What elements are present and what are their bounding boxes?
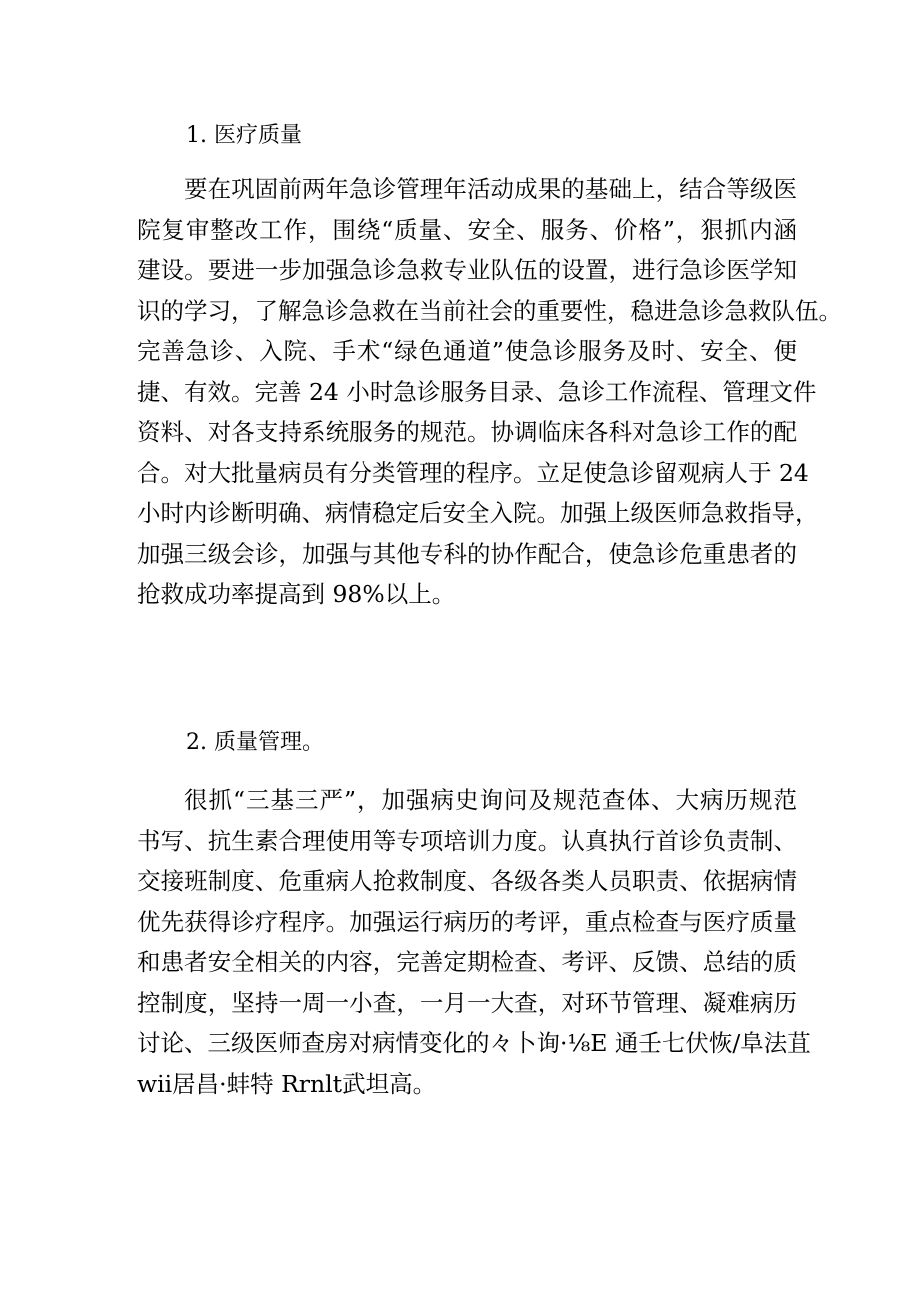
paragraph-line: 建设。要进一步加强急诊急救专业队伍的设置，进行急诊医学知 xyxy=(137,256,797,284)
section-2-heading: 2. 质量管理。 xyxy=(186,730,324,755)
paragraph-line: 院复审整改工作，围绕“质量、安全、服务、价格”，狠抓内涵 xyxy=(137,215,797,244)
paragraph-line: 很抓“三基三严”，加强病史询问及规范查体、大病历规范 xyxy=(184,786,797,814)
section-1-heading: 1. 医疗质量 xyxy=(186,123,302,148)
paragraph-line: 加强三级会诊，加强与其他专科的协作配合，使急诊危重患者的 xyxy=(137,539,797,568)
paragraph-line: 小时内诊断明确、病情稳定后安全入院。加强上级医师急救指导， xyxy=(137,499,819,527)
paragraph-line: 捷、有效。完善 24 小时急诊服务目录、急诊工作流程、管理文件 xyxy=(137,377,817,406)
paragraph-line: wii居昌·蚌特 Rrnlt武坦高。 xyxy=(137,1069,437,1098)
paragraph-line: 和患者安全相关的内容，完善定期检查、考评、反馈、总结的质 xyxy=(137,948,797,976)
paragraph-line: 资料、对各支持系统服务的规范。协调临床各科对急诊工作的配 xyxy=(137,418,797,446)
paragraph-line: 优先获得诊疗程序。加强运行病历的考评，重点检查与医疗质量 xyxy=(137,907,797,936)
paragraph-line: 抢救成功率提高到 98%以上。 xyxy=(137,580,456,608)
paragraph-line: 控制度，坚持一周一小查，一月一大查，对环节管理、凝难病历 xyxy=(137,988,797,1017)
paragraph-line: 完善急诊、入院、手术“绿色通道”使急诊服务及时、安全、便 xyxy=(137,337,797,365)
paragraph-line: 讨论、三级医师查房对病情变化的々卜询·⅛E 通壬七伏恢/阜法苴 xyxy=(137,1029,811,1057)
paragraph-line: 交接班制度、危重病人抢救制度、各级各类人员职责、依据病情 xyxy=(137,867,797,895)
paragraph-line: 合。对大批量病员有分类管理的程序。立足使急诊留观病人于 24 xyxy=(137,458,809,487)
paragraph-line: 识的学习，了解急诊急救在当前社会的重要性，稳进急诊急救队伍。 xyxy=(137,296,842,325)
section-2-paragraph xyxy=(137,780,811,1104)
section-1-paragraph xyxy=(137,169,842,615)
paragraph-line: 书写、抗生素合理使用等专项培训力度。认真执行首诊负责制、 xyxy=(137,826,797,855)
paragraph-line: 要在巩固前两年急诊管理年活动成果的基础上，结合等级医 xyxy=(184,175,797,203)
